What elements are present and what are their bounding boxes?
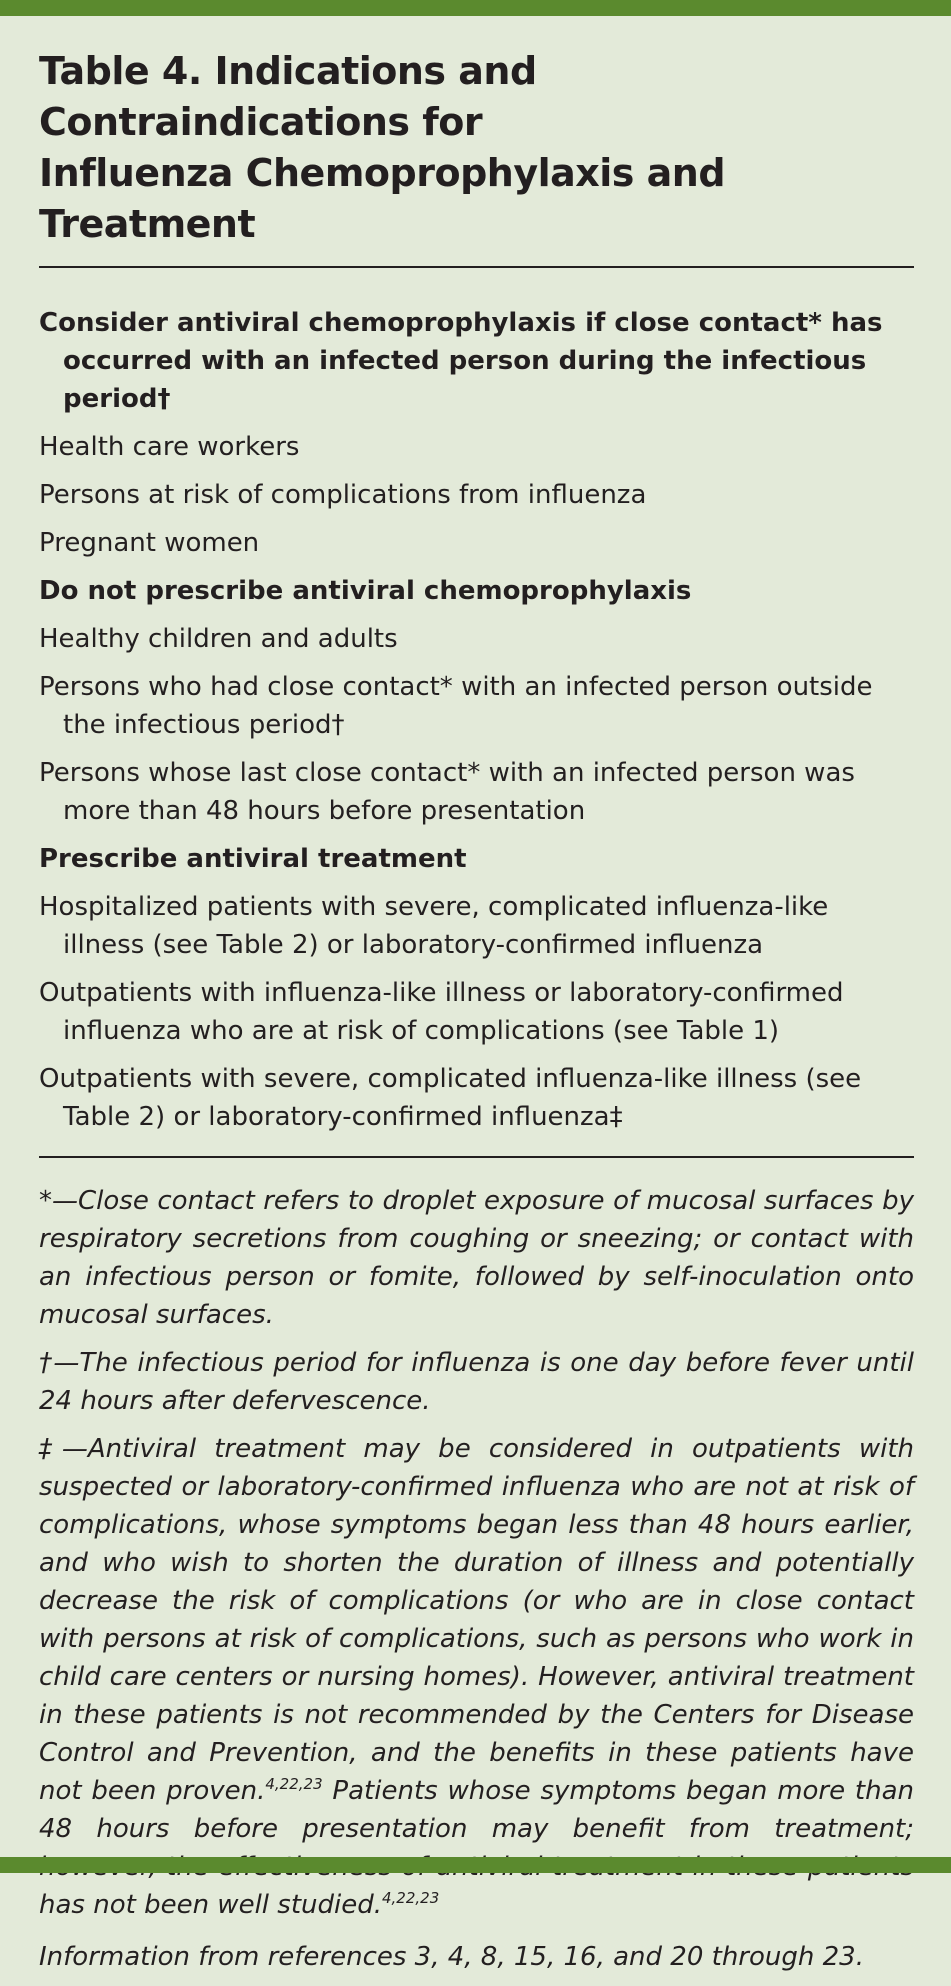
footnote-treatment-text-1: ‡—Antiviral treatment may be considered in outpatients with suspected or laboratory-confirmed influenza who are not at risk of complications, whose symptoms began less than 48 hours earlier, and who wish to shorten the duration of illness and potentially decrease the risk of complications (or who are in close contact with persons at risk of complications, such as persons who work in child care centers or nursing homes). However, antiviral treatment in these patients is not recommended by the Centers for Disease Control and Prevention, and the benefits in these patients have not been proven. [39,1434,914,1806]
footnote-treatment [39,1430,914,1924]
source-note: Information from references 3, 4, 8, 15, 16, and 20 through 23. [39,1942,864,1972]
bottom-accent-bar [0,1857,951,1873]
list-item: Healthy children and adults [39,624,398,654]
title-line-2: Influenza Chemoprophylaxis and Treatment [39,151,726,246]
table-body [39,304,914,1136]
section-heading-treatment: Prescribe antiviral treatment [39,844,467,874]
list-item: Persons whose last close contact* with an infected person was more than 48 hours before presentation [39,758,855,826]
reference-superscript: 4,22,23 [265,1775,323,1793]
top-accent-bar [0,0,951,16]
list-item: Outpatients with severe, complicated influenza-like illness (see Table 2) or laboratory-confirmed influenza‡ [39,1064,862,1132]
list-item: Persons at risk of complications from influenza [39,480,647,510]
section-heading-no-chemoprophylaxis: Do not prescribe antiviral chemoprophylaxis [39,576,692,606]
footnote-treatment-text-2: Patients whose symptoms began more than 48 hours before presentation may benefit from treatment; has not been well studied. [39,1776,914,1920]
reference-superscript: 4,22,23 [382,1889,440,1907]
title-rule [39,266,914,268]
list-item: Hospitalized patients with severe, complicated influenza-like illness (see Table 2) or laboratory-confirmed influenza [39,892,829,960]
table-panel [39,46,914,1986]
list-item: Health care workers [39,432,300,462]
section-heading-chemoprophylaxis: Consider antiviral chemoprophylaxis if close contact* has occurred with an infected person during the infectious period† [39,308,883,414]
list-item: Pregnant women [39,528,260,558]
footnote-close-contact: *—Close contact refers to droplet exposure of mucosal surfaces by respiratory secretions from coughing or sneezing; or contact with an infectious person or fomite, followed by self-inoculation onto mucosal surfaces. [39,1186,914,1330]
list-item: Persons who had close contact* with an infected person outside the infectious period† [39,672,873,740]
footnote-infectious-period: †—The infectious period for influenza is one day before fever until 24 hours after defervescence. [39,1348,914,1416]
table-title [39,46,914,250]
title-line-1: Table 4. Indications and Contraindications for [39,49,537,144]
list-item: Outpatients with influenza-like illness or laboratory-confirmed influenza who are at risk of complications (see Table 1) [39,978,844,1046]
footnote-rule [39,1156,914,1158]
